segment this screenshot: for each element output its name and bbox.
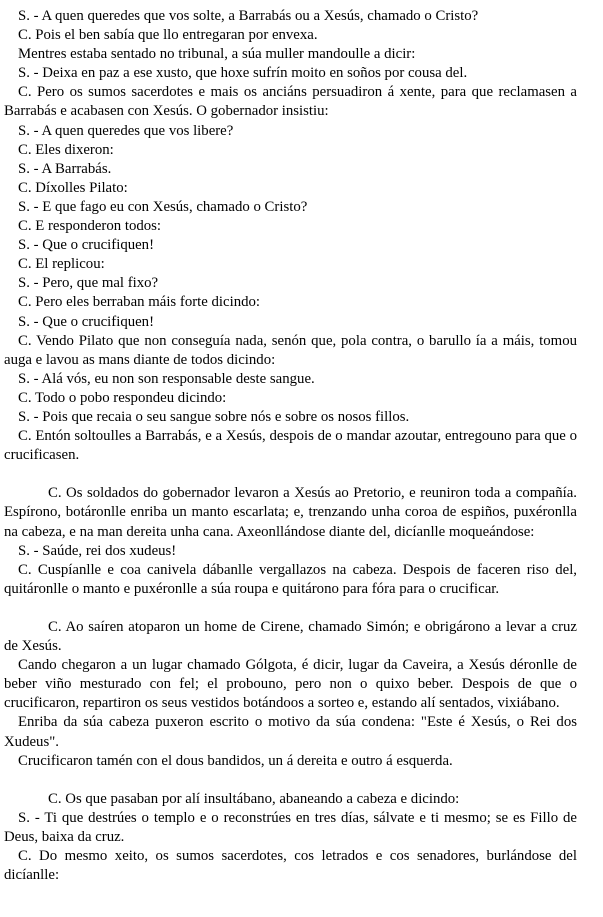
paragraph: S. - A quen queredes que vos solte, a Barrabás ou a Xesús, chamado o Cristo?: [18, 8, 479, 24]
paragraph: C. Díxolles Pilato:: [18, 179, 128, 196]
paragraph: C. Cuspíanlle e coa canivela dábanlle vergallazos na cabeza. Despois de faceren riso del, quitáronlle o manto e puxéronlle a súa roupa e quitárono para fóra para o crucificar.: [4, 561, 577, 597]
paragraph: C. Pero os sumos sacerdotes e mais os anciáns persuadiron á xente, para que reclamasen a Barrabás e acabasen con Xesús. O gobernador insistiu:: [4, 84, 577, 120]
paragraph: S. - Alá vós, eu non son responsable deste sangue.: [18, 370, 315, 387]
paragraph: Mentres estaba sentado no tribunal, a súa muller mandoulle a dicir:: [18, 46, 416, 63]
paragraph: S. - Ti que destrúes o templo e o reconstrúes en tres días, sálvate e ti mesmo; se es Fillo de Deus, baixa da cruz.: [4, 809, 577, 846]
document-body: [4, 7, 577, 885]
paragraph: C. Do mesmo xeito, os sumos sacerdotes, cos letrados e cos senadores, burlándose del dicíanlle:: [4, 848, 577, 884]
paragraph: S. - Deixa en paz a ese xusto, que hoxe sufrín moito en soños por cousa del.: [18, 65, 468, 82]
paragraph: S. - Saúde, rei dos xudeus!: [18, 542, 177, 559]
paragraph: C. Os que pasaban por alí insultábano, abaneando a cabeza e dicindo:: [48, 790, 460, 807]
paragraph: S. - Pois que recaia o seu sangue sobre nós e sobre os nosos fillos.: [18, 408, 410, 425]
paragraph: C. Pero eles berraban máis forte dicindo:: [18, 294, 261, 311]
paragraph: Cando chegaron a un lugar chamado Gólgota, é dicir, lugar da Caveira, a Xesús déronlle de beber viño mesturado con fel; el probouno, pero non o quixo beber. Despois de que o crucificaron, repartiron os seus vestidos botándoos a sorteo e, estando alí sentados, vixiábano.: [4, 657, 577, 712]
paragraph: Crucificaron tamén con el dous bandidos, un á dereita e outro á esquerda.: [18, 752, 453, 769]
paragraph: S. - A quen queredes que vos libere?: [18, 122, 234, 139]
paragraph: C. Todo o pobo respondeu dicindo:: [18, 389, 227, 406]
paragraph: C. El replicou:: [18, 256, 105, 273]
paragraph: S. - E que fago eu con Xesús, chamado o Cristo?: [18, 198, 308, 215]
paragraph: C. Ao saíren atoparon un home de Cirene, chamado Simón; e obrigárono a levar a cruz de Xesús.: [4, 619, 577, 655]
paragraph: C. Pois el ben sabía que llo entregaran por envexa.: [18, 27, 318, 44]
paragraph: C. E responderon todos:: [18, 218, 162, 235]
paragraph: S. - Que o crucifiquen!: [18, 313, 155, 330]
paragraph: C. Os soldados do gobernador levaron a Xesús ao Pretorio, e reuniron toda a compañía. Espírono, botáronlle enriba un manto escarlata; e, trenzando unha coroa de espiños, puxéronlla na cabeza, e na man dereita unha cana. Axeonllándose diante del, dicíanlle moqueándose:: [4, 485, 577, 540]
paragraph: S. - A Barrabás.: [18, 160, 112, 177]
paragraph: C. Vendo Pilato que non conseguía nada, senón que, pola contra, o barullo ía a máis, tomou auga e lavou as mans diante de todos dicindo:: [4, 332, 577, 368]
paragraph: S. - Pero, que mal fixo?: [18, 275, 159, 292]
paragraph: C. Entón soltoulles a Barrabás, e a Xesús, despois de o mandar azoutar, entregouno para que o crucificasen.: [4, 428, 577, 464]
paragraph: C. Eles dixeron:: [18, 141, 114, 158]
paragraph: S. - Que o crucifiquen!: [18, 237, 155, 254]
paragraph: Enriba da súa cabeza puxeron escrito o motivo da súa condena: "Este é Xesús, o Rei dos Xudeus".: [4, 714, 577, 750]
